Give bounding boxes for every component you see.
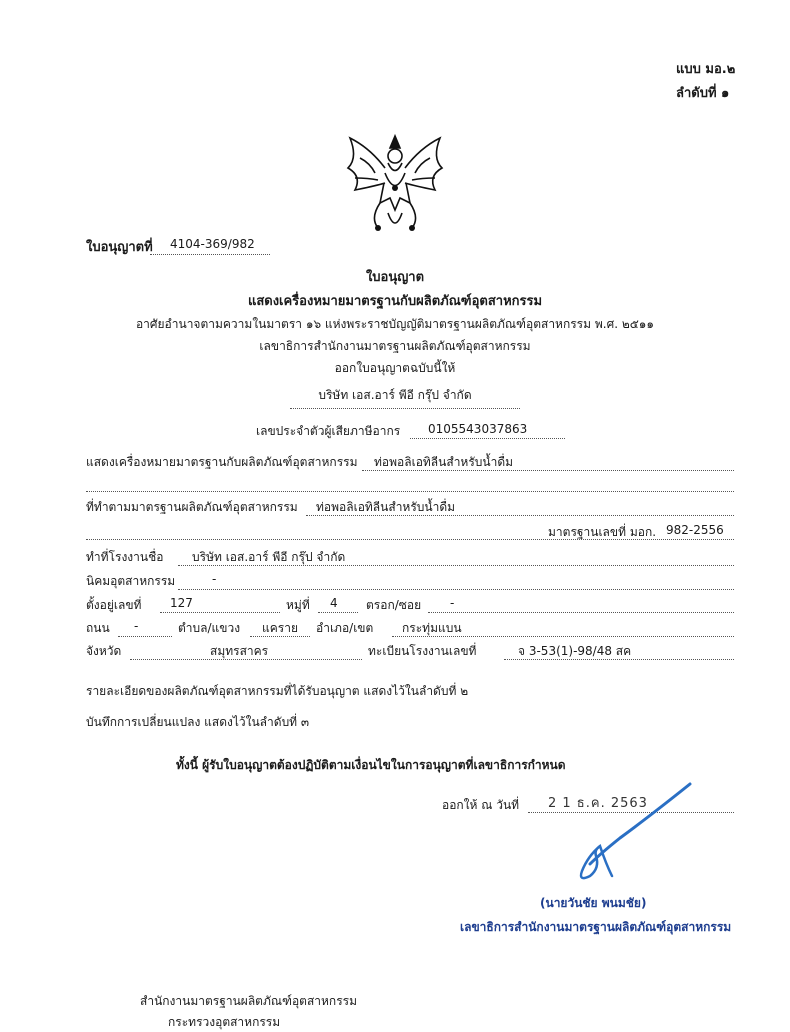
- subdistrict-value: แคราย: [262, 621, 298, 635]
- soi-value: -: [450, 596, 455, 610]
- footer-ministry: กระทรวงอุตสาหกรรม: [168, 1015, 281, 1029]
- garuda-emblem: [340, 128, 450, 238]
- details-line: รายละเอียดของผลิตภัณฑ์อุตสาหกรรมที่ได้รับอนุญาต แสดงไว้ในลำดับที่ ๒: [86, 684, 469, 698]
- province-value: สมุทรสาคร: [210, 644, 269, 658]
- moo-value: 4: [330, 596, 338, 610]
- district-label: อำเภอ/เขต: [316, 621, 374, 635]
- factory-label: ทำที่โรงงานชื่อ: [86, 550, 164, 564]
- mark-value: ท่อพอลิเอทิลีนสำหรับน้ำดื่ม: [374, 455, 514, 469]
- mark-label: แสดงเครื่องหมายมาตรฐานกับผลิตภัณฑ์อุตสาหกรรม: [86, 455, 358, 469]
- made-value: ท่อพอลิเอทิลีนสำหรับน้ำดื่ม: [316, 500, 456, 514]
- soi-label: ตรอก/ซอย: [366, 598, 422, 612]
- signatory-title: เลขาธิการสำนักงานมาตรฐานผลิตภัณฑ์อุตสาหกรรม: [460, 920, 732, 934]
- footer-office: สำนักงานมาตรฐานผลิตภัณฑ์อุตสาหกรรม: [140, 994, 358, 1008]
- estate-label: นิคมอุตสาหกรรม: [86, 574, 176, 588]
- province-label: จังหวัด: [86, 644, 122, 658]
- licensee-name: บริษัท เอส.อาร์ พีอี กรุ๊ป จำกัด: [318, 388, 472, 402]
- standard-label: มาตรฐานเลขที่ มอก.: [548, 525, 657, 539]
- license-number-label: ใบอนุญาตที่: [86, 240, 153, 255]
- moo-label: หมู่ที่: [286, 598, 310, 612]
- address-value: 127: [170, 596, 193, 610]
- changes-line: บันทึกการเปลี่ยนแปลง แสดงไว้ในลำดับที่ ๓: [86, 715, 310, 729]
- road-value: -: [134, 619, 139, 633]
- road-label: ถนน: [86, 621, 110, 635]
- license-number: 4104-369/982: [170, 237, 255, 251]
- signatory-name: (นายวันชัย พนมชัย): [540, 896, 647, 910]
- issue-line: ออกใบอนุญาตฉบับนี้ให้: [334, 361, 456, 375]
- standard-value: 982-2556: [666, 523, 724, 537]
- reg-label: ทะเบียนโรงงานเลขที่: [368, 644, 477, 658]
- district-value: กระทุ่มแบน: [402, 621, 462, 635]
- subdistrict-label: ตำบล/แขวง: [178, 621, 241, 635]
- sequence-number: ลำดับที่ ๑: [676, 86, 730, 101]
- made-label: ที่ทำตามมาตรฐานผลิตภัณฑ์อุตสาหกรรม: [86, 500, 298, 514]
- tax-id-value: 0105543037863: [428, 422, 528, 436]
- factory-value: บริษัท เอส.อาร์ พีอี กรุ๊ป จำกัด: [192, 550, 346, 564]
- issue-date-value: 2 1 ธ.ค. 2563: [548, 796, 648, 811]
- document-title: ใบอนุญาต: [365, 270, 425, 285]
- reg-value: จ 3-53(1)-98/48 สค: [518, 644, 632, 658]
- authority-line: อาศัยอำนาจตามความในมาตรา ๑๖ แห่งพระราชบัญญัติมาตรฐานผลิตภัณฑ์อุตสาหกรรม พ.ศ. ๒๕๑๑: [135, 317, 655, 331]
- condition-line: ทั้งนี้ ผู้รับใบอนุญาตต้องปฏิบัติตามเงื่อนไขในการอนุญาตที่เลขาธิการกำหนด: [176, 758, 566, 772]
- document-subtitle: แสดงเครื่องหมายมาตรฐานกับผลิตภัณฑ์อุตสาหกรรม: [247, 294, 543, 309]
- address-label: ตั้งอยู่เลขที่: [86, 598, 142, 612]
- tax-id-label: เลขประจำตัวผู้เสียภาษีอากร: [256, 424, 401, 438]
- issue-date-label: ออกให้ ณ วันที่: [442, 798, 520, 812]
- form-code: แบบ มอ.๒: [676, 62, 736, 77]
- estate-value: -: [212, 572, 217, 586]
- secretary-line: เลขาธิการสำนักงานมาตรฐานผลิตภัณฑ์อุตสาหกรรม: [259, 339, 531, 353]
- signature-mark: [560, 776, 700, 886]
